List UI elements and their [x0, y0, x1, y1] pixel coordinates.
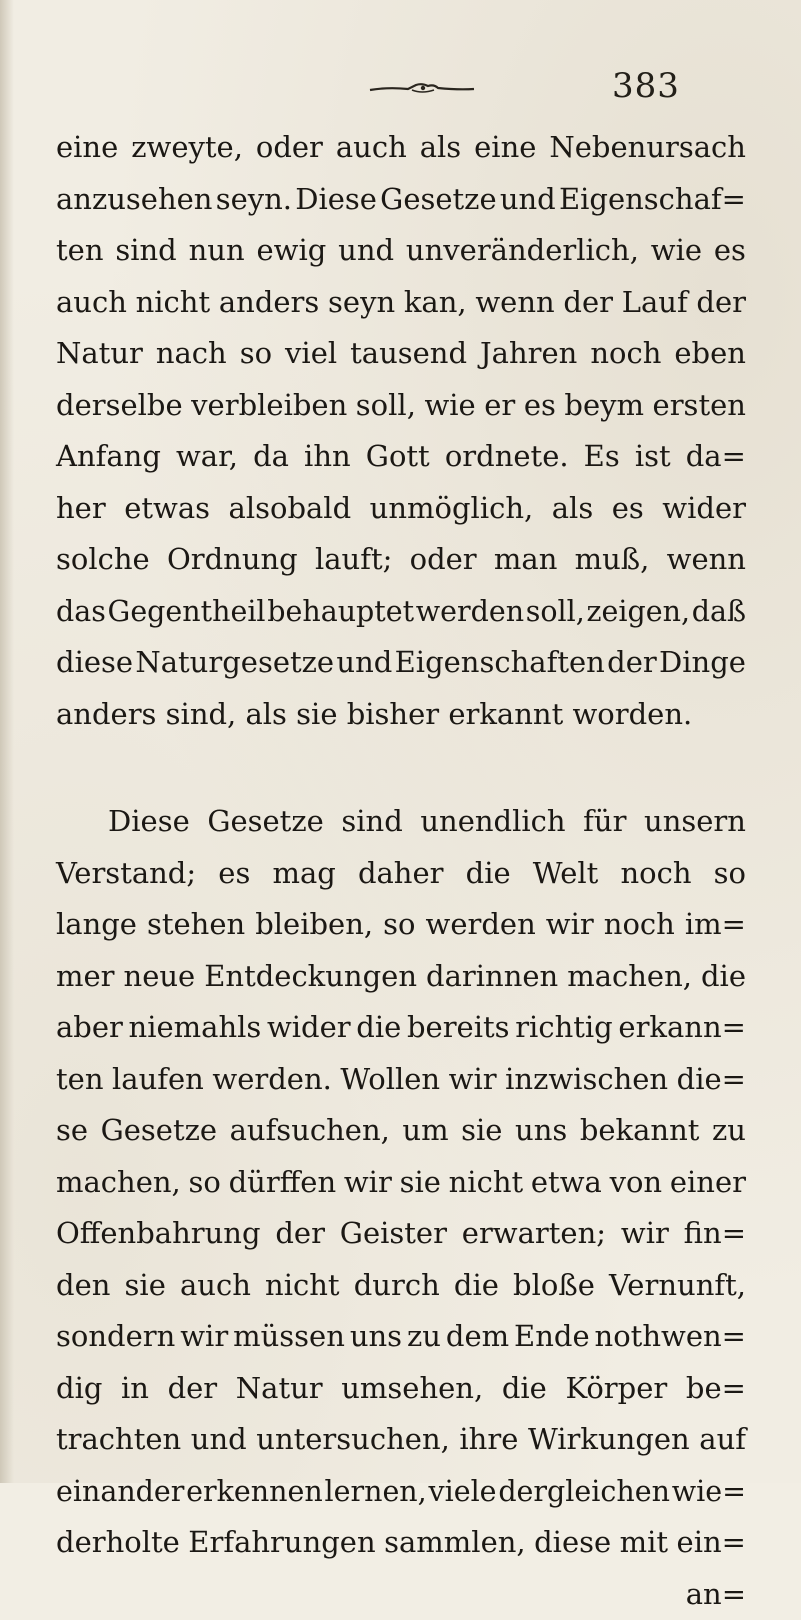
- text-line: mer neue Entdeckungen darinnen machen, die: [56, 951, 746, 1003]
- page-gutter-shadow: [0, 0, 14, 1483]
- text-line: Diese Gesetze sind unendlich für unsern: [56, 796, 746, 848]
- text-line: derselbe verbleiben soll, wie er es beym ersten: [56, 380, 746, 432]
- text-line: ten laufen werden. Wollen wir inzwischen die=: [56, 1054, 746, 1106]
- text-line: se Gesetze aufsuchen, um sie uns bekannt zu: [56, 1105, 746, 1157]
- text-line: einander erkennen lernen, viele dergleichen wie=: [56, 1466, 746, 1518]
- text-line: eine zweyte, oder auch als eine Nebenursach: [56, 122, 746, 174]
- text-line: derholte Erfahrungen sammlen, diese mit ein=: [56, 1517, 746, 1569]
- text-line: sondern wir müssen uns zu dem Ende nothwen=: [56, 1311, 746, 1363]
- paragraph: [56, 796, 746, 1569]
- text-line: anders sind, als sie bisher erkannt worden.: [56, 689, 746, 741]
- text-line: machen, so dürffen wir sie nicht etwa von einer: [56, 1157, 746, 1209]
- text-line: Anfang war, da ihn Gott ordnete. Es ist da=: [56, 431, 746, 483]
- paragraph: [56, 122, 746, 740]
- text-line: Verstand; es mag daher die Welt noch so: [56, 848, 746, 900]
- text-line: ten sind nun ewig und unveränderlich, wie es: [56, 225, 746, 277]
- text-line: Offenbahrung der Geister erwarten; wir fin=: [56, 1208, 746, 1260]
- text-line: lange stehen bleiben, so werden wir noch im=: [56, 899, 746, 951]
- text-line: den sie auch nicht durch die bloße Vernunft,: [56, 1260, 746, 1312]
- text-line: her etwas alsobald unmöglich, als es wider: [56, 483, 746, 535]
- text-line: Natur nach so viel tausend Jahren noch eben: [56, 328, 746, 380]
- text-line: solche Ordnung lauft; oder man muß, wenn: [56, 534, 746, 586]
- catchword: an=: [56, 1569, 746, 1620]
- text-line: anzusehen seyn. Diese Gesetze und Eigenschaf=: [56, 174, 746, 226]
- body-text: [56, 122, 746, 1620]
- text-line: trachten und untersuchen, ihre Wirkungen auf: [56, 1414, 746, 1466]
- printer-ornament-icon: [368, 82, 476, 96]
- text-line: auch nicht anders seyn kan, wenn der Lauf der: [56, 277, 746, 329]
- page-number: 383: [612, 66, 680, 106]
- text-line: aber niemahls wider die bereits richtig erkann=: [56, 1002, 746, 1054]
- text-line: diese Naturgesetze und Eigenschaften der Dinge: [56, 637, 746, 689]
- paragraph-gap: [56, 740, 746, 796]
- text-line: das Gegentheil behauptet werden soll, zeigen, daß: [56, 586, 746, 638]
- text-line: dig in der Natur umsehen, die Körper be=: [56, 1363, 746, 1415]
